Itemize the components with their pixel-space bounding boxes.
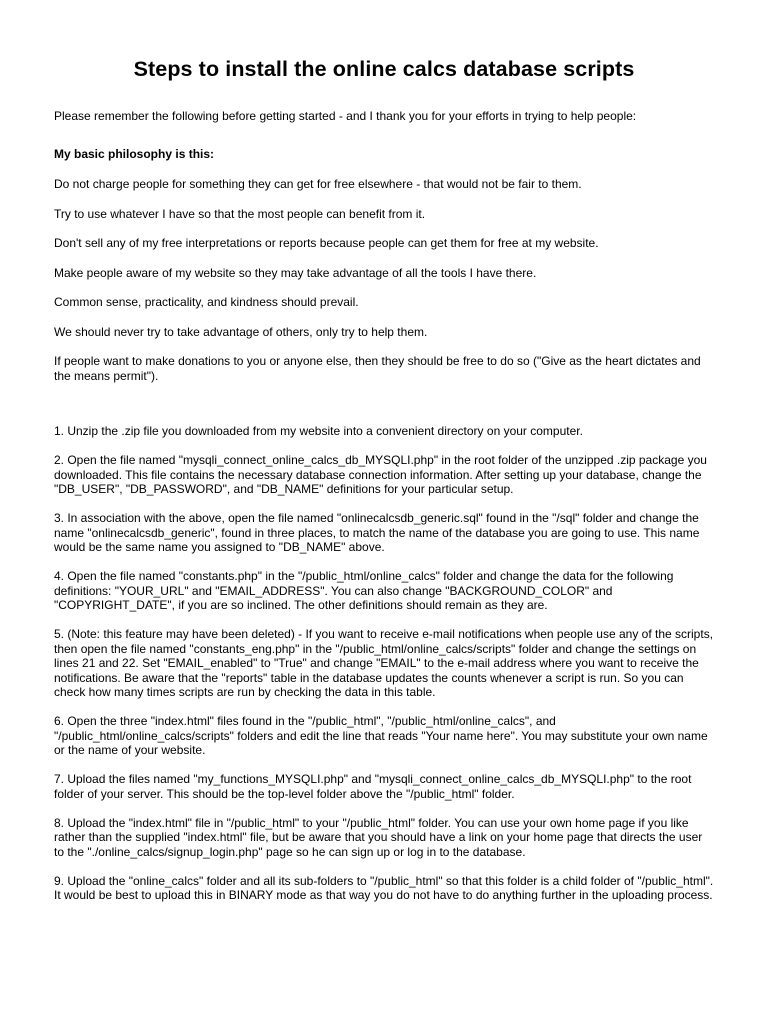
philosophy-item: Make people aware of my website so they may take advantage of all the tools I have there. (54, 265, 537, 280)
install-step: 1. Unzip the .zip file you downloaded from my website into a convenient directory on your computer. (54, 424, 583, 438)
install-step: 8. Upload the "index.html" file in "/public_html" to your "/public_html" folder. You can use your own home page if you like rather than the supplied "index.html" file, but be aware that you should have a link on your home page that directs the user to the "./online_calcs/signup_login.php" page so he can sign up or log in to the database. (54, 815, 703, 859)
document-page (54, 0, 714, 903)
install-step: 2. Open the file named "mysqli_connect_online_calcs_db_MYSQLI.php" in the root folder of the unzipped .zip package you downloaded. This file contains the necessary database connection information. After setting up your database, change the "DB_USER", "DB_PASSWORD", and "DB_NAME" definitions for your particular setup. (54, 453, 707, 496)
install-steps (54, 424, 714, 903)
philosophy-item: We should never try to take advantage of others, only try to help them. (54, 324, 428, 339)
document-title: Steps to install the online calcs database scripts (133, 57, 635, 81)
install-step: 3. In association with the above, open the file named "onlinecalcsdb_generic.sql" found in the "/sql" folder and change the name "onlinecalcsdb_generic", found in three places, to match the name of the database you are going to use. This name would be the same name you assigned to "DB_NAME" above. (54, 511, 700, 554)
philosophy-item: If people want to make donations to you or anyone else, then they should be free to do so ("Give as the heart dictates and the means permit"). (54, 354, 701, 383)
install-step: 7. Upload the files named "my_functions_MYSQLI.php" and "mysqli_connect_online_calcs_db_MYSQLI.php" to the root folder of your server. This should be the top-level folder above the "/public_html" folder. (54, 772, 692, 801)
install-step: 9. Upload the "online_calcs" folder and all its sub-folders to "/public_html" so that this folder is a child folder of "/public_html". It would be best to upload this in BINARY mode as that way you do not have to do anything further in the uploading process. (54, 873, 714, 902)
philosophy-item: Don't sell any of my free interpretations or reports because people can get them for free at my website. (54, 236, 599, 250)
philosophy-item: Do not charge people for something they can get for free elsewhere - that would not be fair to them. (54, 177, 582, 191)
philosophy-heading: My basic philosophy is this: (54, 146, 215, 161)
install-step: 5. (Note: this feature may have been deleted) - If you want to receive e-mail notifications when people use any of the scripts, then open the file named "constants_eng.php" in the "/public_html/online_calcs/scripts" folder and change the settings on lines 21 and 22. Set "EMAIL_enabled" to "True" and change "EMAIL" to the e-mail address where you want to receive the notifications. Be aware that the "reports" table in the database updates the counts whenever a script is run. So you can check how many times scripts are run by checking the data in this table. (54, 627, 714, 699)
install-step: 4. Open the file named "constants.php" in the "/public_html/online_calcs" folder and change the data for the following definitions: "YOUR_URL" and "EMAIL_ADDRESS". You can also change "BACKGROUND_COLOR" and "COPYRIGHT_DATE", if you are so inclined. The other definitions should remain as they are. (54, 569, 674, 612)
philosophy-item: Try to use whatever I have so that the most people can benefit from it. (54, 206, 426, 221)
philosophy-item: Common sense, practicality, and kindness should prevail. (54, 295, 359, 309)
intro-text: Please remember the following before getting started - and I thank you for your efforts in trying to help people: (54, 109, 637, 123)
install-step: 6. Open the three "index.html" files found in the "/public_html", "/public_html/online_calcs", and "/public_html/online_calcs/scripts" folders and edit the line that reads "Your name here". You may substitute your own name or the name of your website. (54, 714, 708, 757)
philosophy-list (54, 177, 714, 383)
